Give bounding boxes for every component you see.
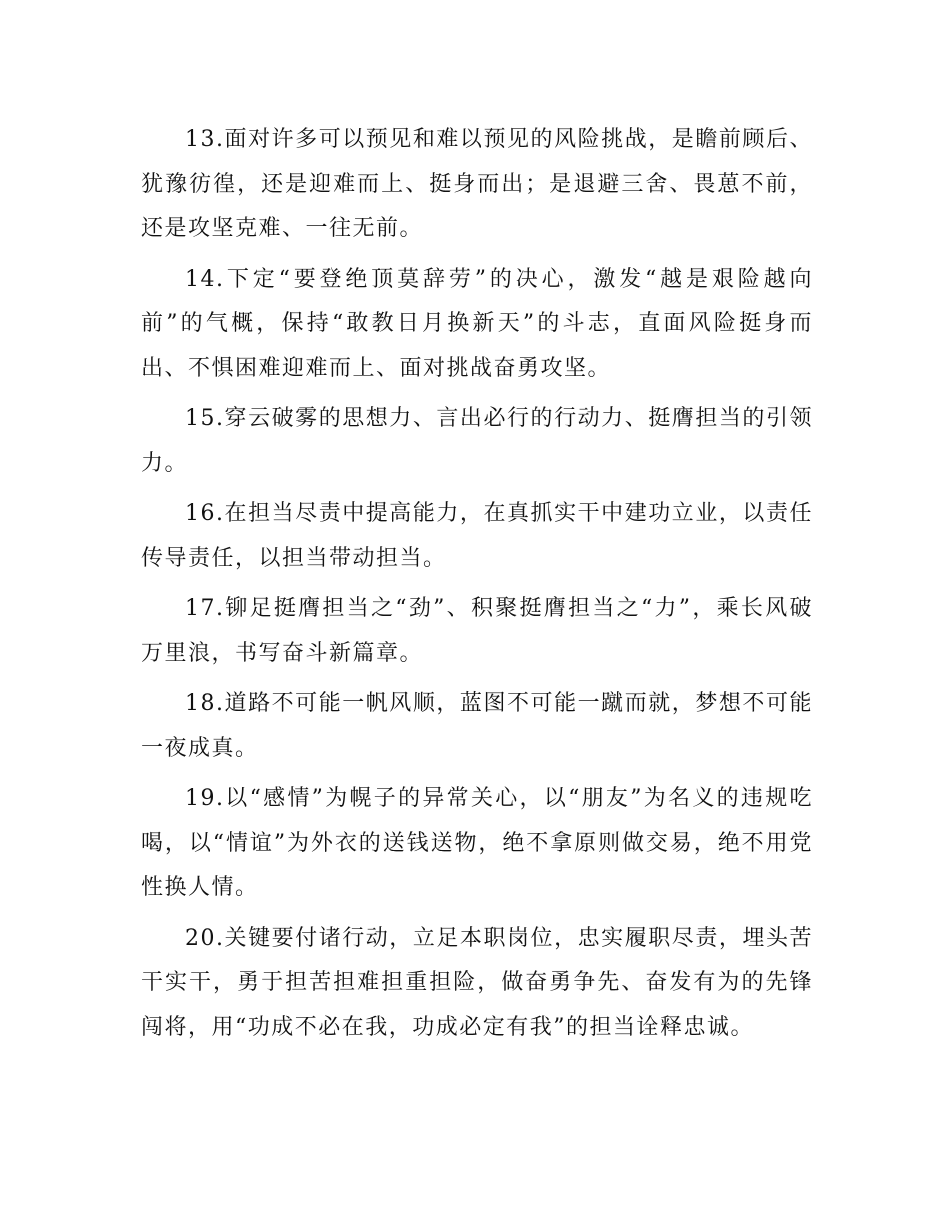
paragraph-14: 14.下定“要登绝顶莫辞劳”的决心，激发“越是艰险越向前”的气概，保持“敢教日月换新天”的斗志，直面风险挺身而出、不惧困难迎难而上、面对挑战奋勇攻坚。 xyxy=(141,266,813,381)
paragraph-17: 17.铆足挺膺担当之“劲”、积聚挺膺担当之“力”，乘长风破万里浪，书写奋斗新篇章。 xyxy=(141,596,813,666)
paragraph-19: 19.以“感情”为幌子的异常关心，以“朋友”为名义的违规吃喝，以“情谊”为外衣的送钱送物，绝不拿原则做交易，绝不用党性换人情。 xyxy=(141,786,813,900)
paragraph-16: 16.在担当尽责中提高能力，在真抓实干中建功立业，以责任传导责任，以担当带动担当。 xyxy=(141,501,813,571)
paragraph-18: 18.道路不可能一帆风顺，蓝图不可能一蹴而就，梦想不可能一夜成真。 xyxy=(141,691,813,761)
paragraph-20: 20.关键要付诸行动，立足本职岗位，忠实履职尽责，埋头苦干实干，勇于担苦担难担重担险，做奋勇争先、奋发有为的先锋闯将，用“功成不必在我，功成必定有我”的担当诠释忠诚。 xyxy=(141,925,813,1040)
document-body xyxy=(141,118,813,1056)
paragraph-13: 13.面对许多可以预见和难以预见的风险挑战，是瞻前顾后、犹豫彷徨，还是迎难而上、挺身而出；是退避三舍、畏葸不前，还是攻坚克难、一往无前。 xyxy=(141,127,813,241)
paragraph-15: 15.穿云破雾的思想力、言出必行的行动力、挺膺担当的引领力。 xyxy=(141,406,813,476)
